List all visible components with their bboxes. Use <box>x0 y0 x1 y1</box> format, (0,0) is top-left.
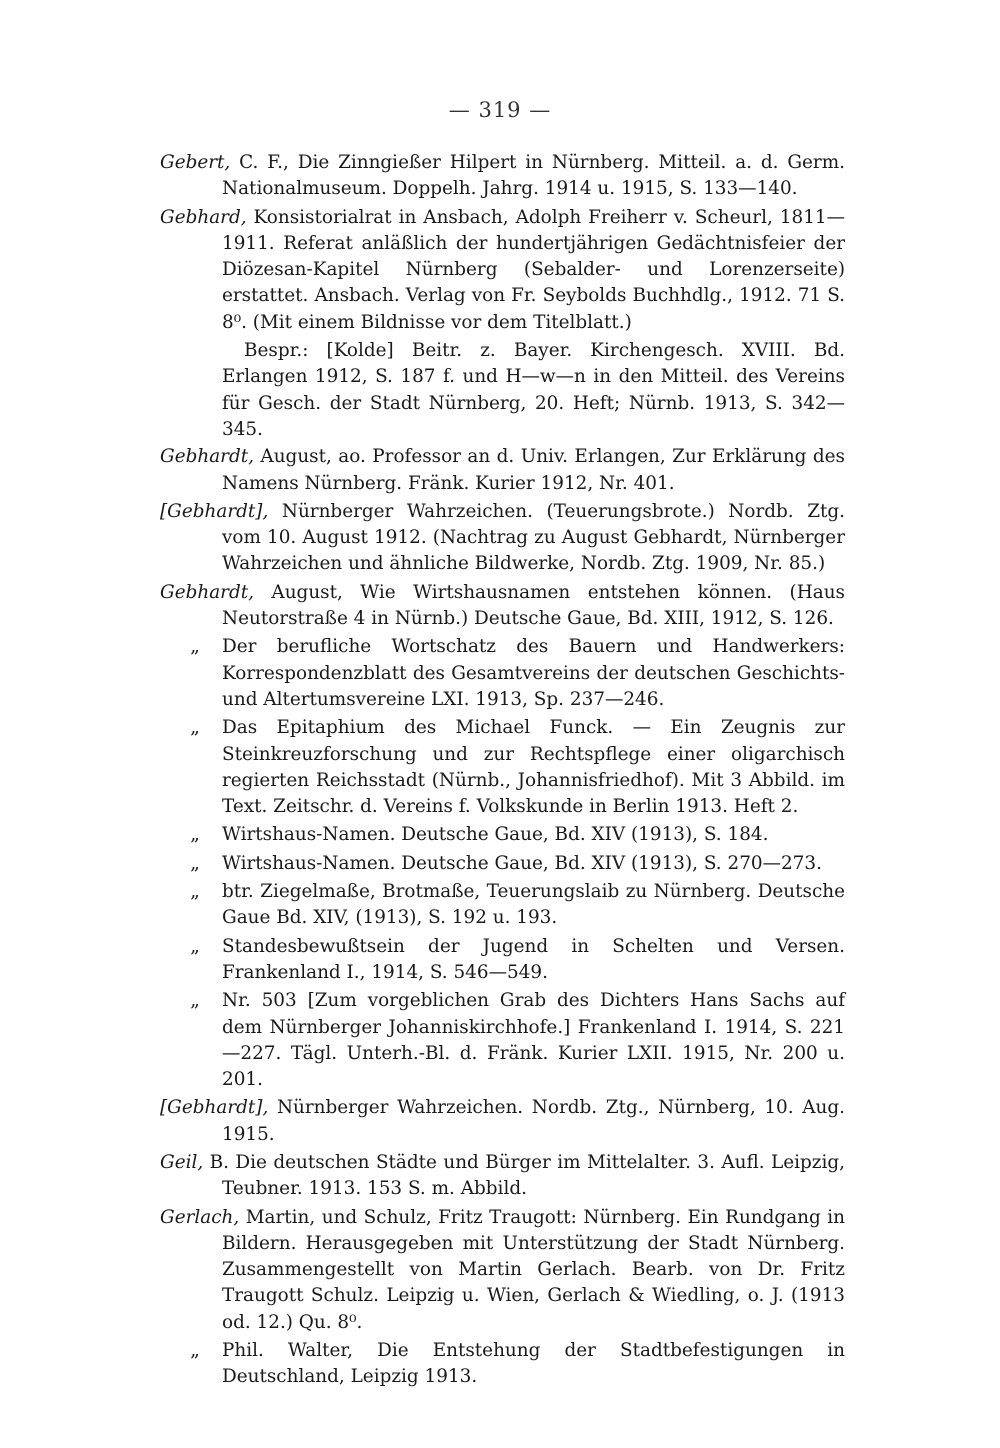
sub-entry <box>160 634 845 713</box>
entry-author: Gebhardt, <box>160 581 254 603</box>
entry-text: August, ao. Professor an d. Univ. Erlangen, Zur Erklärung des Namens Nürnberg. Fränk. Kurier 1912, Nr. 401. <box>222 446 845 494</box>
bib-entry-gebhardt-erklaerung <box>160 444 845 497</box>
entry-text: Nürnberger Wahrzeichen. Nordb. Ztg., Nürnberg, 10. Aug. 1915. <box>222 1097 845 1145</box>
entry-text: Konsistorialrat in Ansbach, Adolph Freiherr v. Scheurl, 1811—1911. Referat anläßlich der hundertjährigen Gedächtnisfeier der Diözesan-Kapitel Nürnberg (Sebalder- und Lorenzerseite) erstattet. Ansbach. Verlag von Fr. Seybolds Buchhdlg., 1912. 71 S. 8⁰. (Mit einem Bildnisse vor dem Titelblatt.) <box>222 206 845 333</box>
ditto-mark: „ <box>190 935 200 957</box>
bib-entry-gebhardt-wahrzeichen-1915 <box>160 1095 845 1148</box>
sub-entry <box>160 851 845 877</box>
entry-author: Gebert, <box>160 152 231 173</box>
entry-text: August, Wie Wirtshausnamen entstehen können. (Haus Neutorstraße 4 in Nürnb.) Deutsche Gaue, Bd. XIII, 1912, S. 126. <box>222 581 845 630</box>
entry-text: Nürnberger Wahrzeichen. (Teuerungsbrote.) Nordb. Ztg. vom 10. August 1912. (Nachtrag zu August Gebhardt, Nürnberger Wahrzeichen und ähnliche Bildwerke, Nordb. Ztg. 1909, Nr. 85.) <box>222 500 845 575</box>
sub-entry <box>160 1338 845 1391</box>
sub-entry-text: Standesbewußtsein der Jugend in Schelten und Versen. Frankenland I., 1914, S. 546—549. <box>222 935 845 983</box>
sub-entry-text: Der berufliche Wortschatz des Bauern und Handwerkers: Korrespondenzblatt des Gesamtvereins der deutschen Geschichts- und Altertumsvereine LXI. 1913, Sp. 237—246. <box>222 636 845 710</box>
entry-review: Bespr.: [Kolde] Beitr. z. Bayer. Kirchengesch. XVIII. Bd. Erlangen 1912, S. 187 f. und H—w—n in den Mitteil. des Vereins für Gesch. der Stadt Nürnberg, 20. Heft; Nürnb. 1913, S. 342—345. <box>222 340 845 440</box>
ditto-mark: „ <box>190 717 200 739</box>
sub-entry-text: Das Epitaphium des Michael Funck. — Ein Zeugnis zur Steinkreuzforschung und zur Rechtspflege einer oligarchisch regierten Reichsstadt (Nürnb., Johannisfriedhof). Mit 3 Abbild. im Text. Zeitschr. d. Vereins f. Volkskunde in Berlin 1913. Heft 2. <box>222 717 845 818</box>
entry-author: Gebhardt, <box>160 446 254 468</box>
bibliography-list <box>160 150 845 1393</box>
sub-entry <box>160 934 845 987</box>
ditto-mark: „ <box>190 990 200 1012</box>
bib-entry-gebhardt-wirtshausnamen <box>160 580 845 633</box>
sub-entry-text: btr. Ziegelmaße, Brotmaße, Teuerungslaib zu Nürnberg. Deutsche Gaue Bd. XIV, (1913), S. 192 u. 193. <box>222 881 845 929</box>
entry-author: [Gebhardt], <box>160 1097 269 1119</box>
entry-text: C. F., Die Zinngießer Hilpert in Nürnberg. Mitteil. a. d. Germ. Nationalmuseum. Doppelh. Jahrg. 1914 u. 1915, S. 133—140. <box>222 152 845 200</box>
ditto-mark: „ <box>190 881 200 903</box>
page-number: — 319 — <box>448 98 552 122</box>
sub-entry <box>160 822 845 848</box>
sub-entry-text: Wirtshaus-Namen. Deutsche Gaue, Bd. XIV (1913), S. 270—273. <box>222 852 822 874</box>
entry-author: Gebhard, <box>160 206 247 228</box>
sub-entry <box>160 879 845 932</box>
entry-author: Gerlach, <box>160 1206 240 1228</box>
sub-entry <box>160 715 845 820</box>
ditto-mark: „ <box>190 824 200 846</box>
sub-entry-text: Nr. 503 [Zum vorgeblichen Grab des Dichters Hans Sachs auf dem Nürnberger Johanniskirchhofe.] Frankenland I. 1914, S. 221—227. Tägl. Unterh.-Bl. d. Fränk. Kurier LXII. 1915, Nr. 200 u. 201. <box>222 990 845 1091</box>
ditto-mark: „ <box>190 852 200 874</box>
sub-entry <box>160 988 845 1093</box>
bib-entry-gerlach <box>160 1205 845 1336</box>
ditto-mark: „ <box>190 1340 200 1362</box>
sub-entry-text: Phil. Walter, Die Entstehung der Stadtbefestigungen in Deutschland, Leipzig 1913. <box>222 1340 845 1388</box>
entry-author: Geil, <box>160 1151 204 1173</box>
ditto-mark: „ <box>190 636 200 658</box>
bib-entry-gebhard <box>160 205 845 336</box>
sub-entry-text: Wirtshaus-Namen. Deutsche Gaue, Bd. XIV (1913), S. 184. <box>222 824 769 846</box>
bib-entry-geil <box>160 1150 845 1203</box>
entry-author: [Gebhardt], <box>160 500 269 522</box>
bib-entry-gebert <box>160 150 845 203</box>
entry-text: B. Die deutschen Städte und Bürger im Mittelalter. 3. Aufl. Leipzig, Teubner. 1913. 153 S. m. Abbild. <box>203 1151 845 1200</box>
bib-entry-gebhardt-wahrzeichen-1912 <box>160 499 845 578</box>
entry-text: Martin, und Schulz, Fritz Traugott: Nürnberg. Ein Rundgang in Bildern. Herausgegeben mit Unterstützung der Stadt Nürnberg. Zusammengestellt von Martin Gerlach. Bearb. von Dr. Fritz Traugott Schulz. Leipzig u. Wien, Gerlach & Wiedling, o. J. (1913 od. 12.) Qu. 8⁰. <box>222 1206 845 1333</box>
